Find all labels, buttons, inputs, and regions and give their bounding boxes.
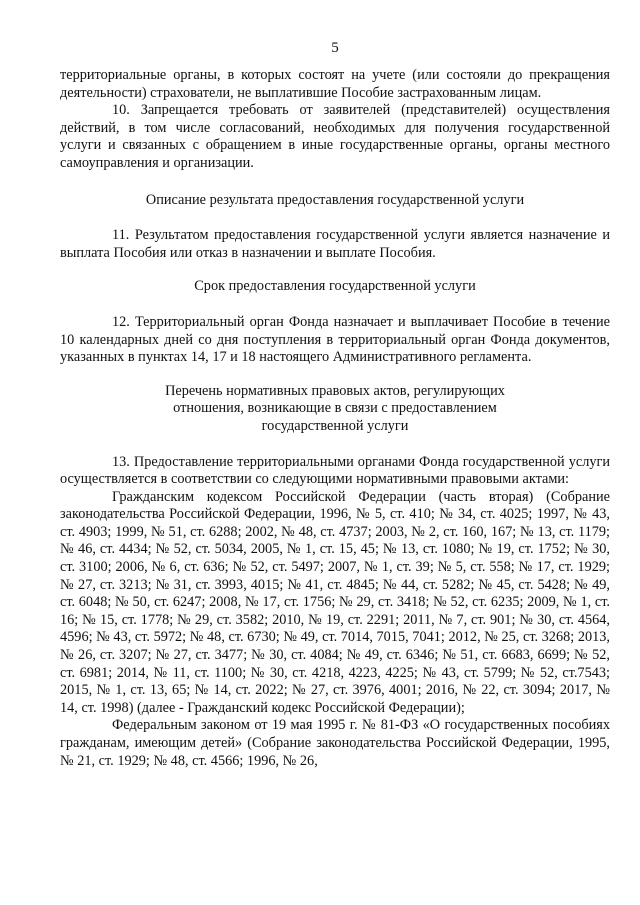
section-heading-acts-line-2: отношения, возникающие в связи с предоставлением bbox=[173, 400, 497, 417]
paragraph-civil-code: Гражданским кодексом Российской Федерации (часть вторая) (Собрание законодательства Российской Федерации, 1996, № 5, ст. 410; № 34, ст. 4025; 1997, № 43, ст. 4903; 1999, № 51, ст. 6288; 2002, № 48, ст. 4737; 2003, № 2, ст. 160, 167; № 13, ст. 1179; № 46, ст. 4434; № 52, ст. 5034, 2005, № 1, ст. 15, 45; № 13, ст. 1080; № 19, ст. 1752; № 30, ст. 3100; 2006, № 6, ст. 636; № 52, ст. 5497; 2007, № 1, ст. 39; № 5, ст. 558; № 17, ст. 1929; № 27, ст. 3213; № 31, ст. 3993, 4015; № 41, ст. 4845; № 44, ст. 5282; № 45, ст. 5428; № 49, ст. 6048; № 50, ст. 6247; 2008, № 17, ст. 1756; № 29, ст. 3418; № 52, ст. 6235; 2009, № 1, ст. 16; № 15, ст. 1778; № 29, ст. 3582; 2010, № 19, ст. 2291; 2011, № 7, ст. 901; № 30, ст. 4564, 4596; № 43, ст. 5972; № 48, ст. 6730; № 49, ст. 7014, 7015, 7041; 2012, № 25, ст. 3268; 2013, № 26, ст. 3207; № 27, ст. 3477; № 30, ст. 4084; № 49, ст. 6346; № 51, ст. 6683, 6699; № 52, ст. 6981; 2014, № 11, ст. 1100; № 30, ст. 4218, 4223, 4225; № 43, ст. 5799; № 52, ст.7543; 2015, № 1, ст. 13, 65; № 14, ст. 2022; № 27, ст. 3976, 4001; 2016, № 22, ст. 3094; 2017, № 14, ст. 1998) (далее - Гражданский кодекс Российской Федерации); bbox=[60, 488, 610, 716]
page-number: 5 bbox=[331, 40, 339, 56]
document-body bbox=[60, 67, 610, 770]
paragraph-13: 13. Предоставление территориальными органами Фонда государственной услуги осуществляется в соответствии со следующими нормативными правовыми актами: bbox=[60, 453, 610, 488]
document-page bbox=[60, 0, 610, 905]
paragraph-10: 10. Запрещается требовать от заявителей (представителей) осуществления действий, в том числе согласований, необходимых для получения государственной услуги и связанных с обращением в иные государственные органы, органы местного самоуправления и организации. bbox=[60, 102, 610, 171]
section-heading-result: Описание результата предоставления государственной услуги bbox=[145, 191, 525, 208]
spacer bbox=[60, 436, 610, 454]
paragraph-federal-law: Федеральным законом от 19 мая 1995 г. № 81-ФЗ «О государственных пособиях гражданам, имеющим детей» (Собрание законодательства Российской Федерации, 1995, № 21, ст. 1929; № 48, ст. 4566; 1996, № 26, bbox=[60, 717, 610, 769]
section-heading-acts-line-1: Перечень нормативных правовых актов, регулирующих bbox=[165, 382, 505, 399]
spacer bbox=[60, 262, 610, 278]
section-heading-acts bbox=[60, 383, 610, 436]
spacer bbox=[60, 173, 610, 192]
spacer bbox=[60, 367, 610, 383]
paragraph-11: 11. Результатом предоставления государственной услуги является назначение и выплата Пособия или отказ в назначении и выплате Пособия. bbox=[60, 227, 610, 261]
spacer bbox=[60, 209, 610, 227]
spacer bbox=[60, 296, 610, 314]
section-heading-acts-line-3: государственной услуги bbox=[261, 417, 409, 434]
paragraph-continuation: территориальные органы, в которых состоят на учете (или состояли до прекращения деятельности) страхователи, не выплатившие Пособие застрахованным лицам. bbox=[60, 67, 610, 101]
section-heading-term: Срок предоставления государственной услуги bbox=[194, 278, 476, 295]
paragraph-12: 12. Территориальный орган Фонда назначает и выплачивает Пособие в течение 10 календарных дней со дня поступления в территориальный орган Фонда документов, указанных в пунктах 14, 17 и 18 настоящего Административного регламента. bbox=[60, 313, 610, 366]
